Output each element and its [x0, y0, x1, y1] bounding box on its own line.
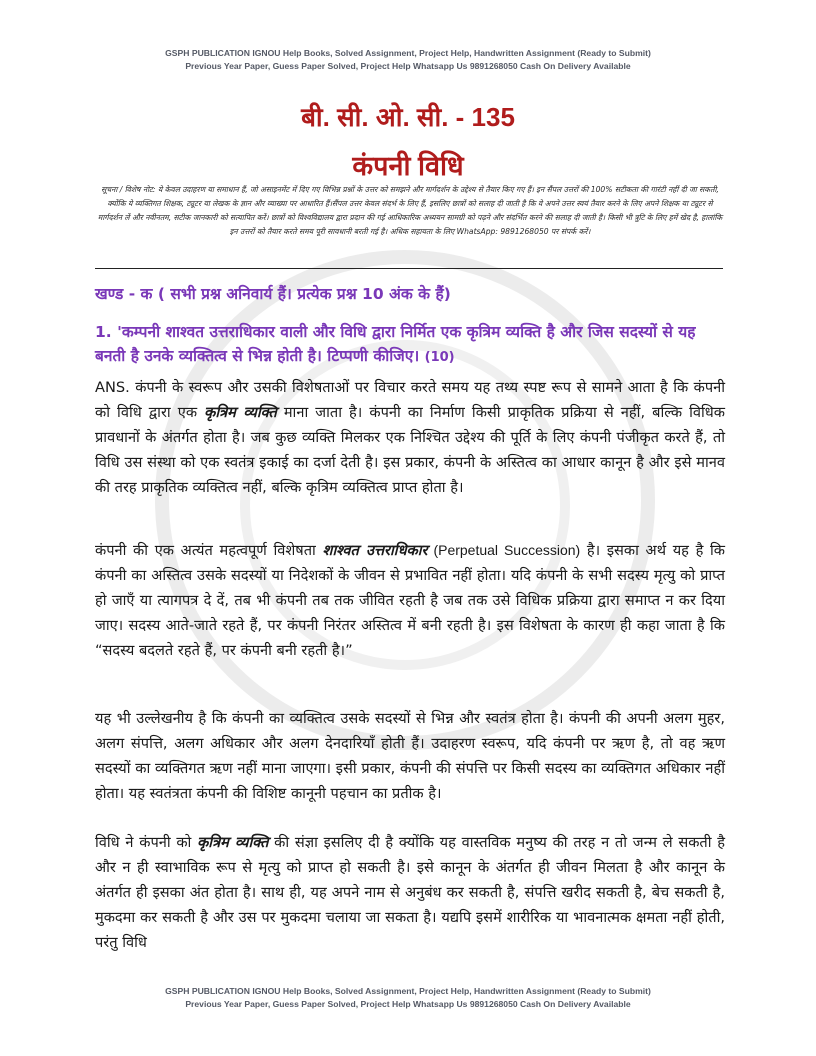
- answer-p4-emphasis: कृत्रिम व्यक्ति: [197, 834, 269, 851]
- header-divider: [95, 268, 723, 269]
- page-footer: [0, 985, 816, 1011]
- header-line-1: GSPH PUBLICATION IGNOU Help Books, Solved Assignment, Project Help, Handwritten Assignment (Ready to Submit): [165, 48, 651, 58]
- answer-p2-text-b: है। इसका अर्थ यह है कि कंपनी का अस्तित्व उसके सदस्यों या निदेशकों के जीवन से प्रभावित नहीं होता। यदि कंपनी के सभी सदस्य मृत्यु को प्राप्त हो जाएँ या त्यागपत्र दे दें, तब भी कंपनी तब तक जीवित रहती है जब तक उसे विधिक प्रक्रिया द्वारा समाप्त न कर दिया जाए। सदस्य आते-जाते रहते हैं, पर कंपनी निरंतर अस्तित्व में बनी रहती है। इस विशेषता के कारण ही कहा जाता है कि “सदस्य बदलते रहते हैं, पर कंपनी बनी रहती है।”: [95, 542, 725, 659]
- answer-p4-text-b: की संज्ञा इसलिए दी है क्योंकि यह वास्तविक मनुष्य की तरह न तो जन्म ले सकती है और न ही स्वाभाविक रूप से मृत्यु को प्राप्त हो सकती है। इसे कानून के अंतर्गत ही जीवन मिलता है और कानून के अंतर्गत ही इसका अंत होता है। साथ ही, यह अपने नाम से अनुबंध कर सकती है, संपत्ति खरीद सकती है, बेच सकती है, मुकदमा कर सकती है और उस पर मुकदमा चलाया जा सकता है। यद्यपि इसमें शारीरिक या भावनात्मक क्षमता नहीं होती, परंतु विधि: [95, 834, 726, 951]
- answer-paragraph-2: [95, 538, 725, 663]
- footer-line-1: GSPH PUBLICATION IGNOU Help Books, Solved Assignment, Project Help, Handwritten Assignment (Ready to Submit): [165, 986, 651, 996]
- answer-p2-text-a: कंपनी की एक अत्यंत महत्वपूर्ण विशेषता: [95, 542, 323, 559]
- question-1: [95, 320, 725, 370]
- answer-p1-text-b: माना जाता है। कंपनी का निर्माण किसी प्राकृतिक प्रक्रिया से नहीं, बल्कि विधिक प्रावधानों के अंतर्गत होता है। जब कुछ व्यक्ति मिलकर एक निश्चित उद्देश्य की पूर्ति के लिए कंपनी पंजीकृत करते हैं, तो विधि उस संस्था को एक स्वतंत्र इकाई का दर्जा देती है। इस प्रकार, कंपनी के अस्तित्व का आधार कानून है और इसे मानव की तरह प्राकृतिक व्यक्तित्व नहीं, बल्कि कृत्रिम व्यक्तित्व प्राप्त होता है।: [95, 404, 725, 496]
- answer-p4-text-a: विधि ने कंपनी को: [95, 834, 198, 851]
- subject-title: कंपनी विधि: [352, 151, 464, 181]
- question-marks: (10): [424, 350, 455, 365]
- page-header: [0, 47, 816, 73]
- footer-line-2: Previous Year Paper, Guess Paper Solved, Project Help Whatsapp Us 9891268050 Cash On Delivery Available: [185, 999, 631, 1009]
- course-code-title: बी. सी. ओ. सी. - 135: [301, 102, 515, 132]
- question-text: 1. 'कम्पनी शाश्वत उत्तराधिकार वाली और विधि द्वारा निर्मित एक कृत्रिम व्यक्ति है और जिस सदस्यों से यह बनती है उनके व्यक्तित्व से भिन्न होती है। टिप्पणी कीजिए।: [95, 323, 696, 365]
- answer-paragraph-4: [95, 830, 725, 955]
- answer-paragraph-3: यह भी उल्लेखनीय है कि कंपनी का व्यक्तित्व उसके सदस्यों से भिन्न और स्वतंत्र होता है। कंपनी की अपनी अलग मुहर, अलग संपत्ति, अलग अधिकार और अलग देनदारियाँ होती हैं। उदाहरण स्वरूप, यदि कंपनी पर ऋण है, तो वह ऋण सदस्यों का व्यक्तिगत ऋण नहीं माना जाएगा। इसी प्रकार, कंपनी की संपत्ति पर किसी सदस्य का व्यक्तिगत अधिकार नहीं होता। यह स्वतंत्रता कंपनी की विशिष्ट कानूनी पहचान का प्रतीक है।: [95, 710, 725, 802]
- answer-p2-english-term: (Perpetual Succession): [427, 542, 581, 558]
- answer-p2-emphasis: शाश्वत उत्तराधिकार: [322, 542, 428, 559]
- section-heading: खण्ड - क ( सभी प्रश्न अनिवार्य हैं। प्रत्येक प्रश्न 10 अंक के हैं): [95, 285, 451, 303]
- answer-paragraph-1: [95, 375, 725, 500]
- answer-p1-text-a: ANS. कंपनी के स्वरूप और उसकी विशेषताओं पर विचार करते समय यह तथ्य स्पष्ट रूप से सामने आता है कि कंपनी को विधि द्वारा एक: [95, 379, 725, 421]
- answer-p1-emphasis: कृत्रिम व्यक्ति: [204, 404, 277, 421]
- disclaimer-notice: सूचना / विशेष नोट: ये केवल उदाहरण या समाधान हैं, जो असाइनमेंट में दिए गए विभिन्न प्रश्नों के उत्तर को समझने और मार्गदर्शन के उद्देश्य से तैयार किए गए हैं। इन सैंपल उत्तरों की 100% सटीकता की गारंटी नहीं दी जा सकती, क्योंकि ये व्यक्तिगत शिक्षक, ट्यूटर या लेखक के ज्ञान और व्याख्या पर आधारित हैं।सैंपल उत्तर केवल संदर्भ के लिए हैं, इसलिए छात्रों को सलाह दी जाती है कि वे अपने उत्तर स्वयं तैयार करने के लिए अपने शिक्षक या ट्यूटर से मार्गदर्शन लें और नवीनतम, सटीक जानकारी को सत्यापित करें। छात्रों को विश्वविद्यालय द्वारा प्रदान की गई आधिकारिक अध्ययन सामग्री को पढ़ने और संदर्भित करने की सलाह दी जाती है। किसी भी त्रुटि के लिए हमें खेद है, हालांकि इन उत्तरों को तैयार करते समय पूरी सावधानी बरती गई है। अधिक सहायता के लिए WhatsApp: 9891268050 पर संपर्क करें।: [97, 185, 723, 236]
- header-line-2: Previous Year Paper, Guess Paper Solved, Project Help Whatsapp Us 9891268050 Cash On Delivery Available: [185, 61, 631, 71]
